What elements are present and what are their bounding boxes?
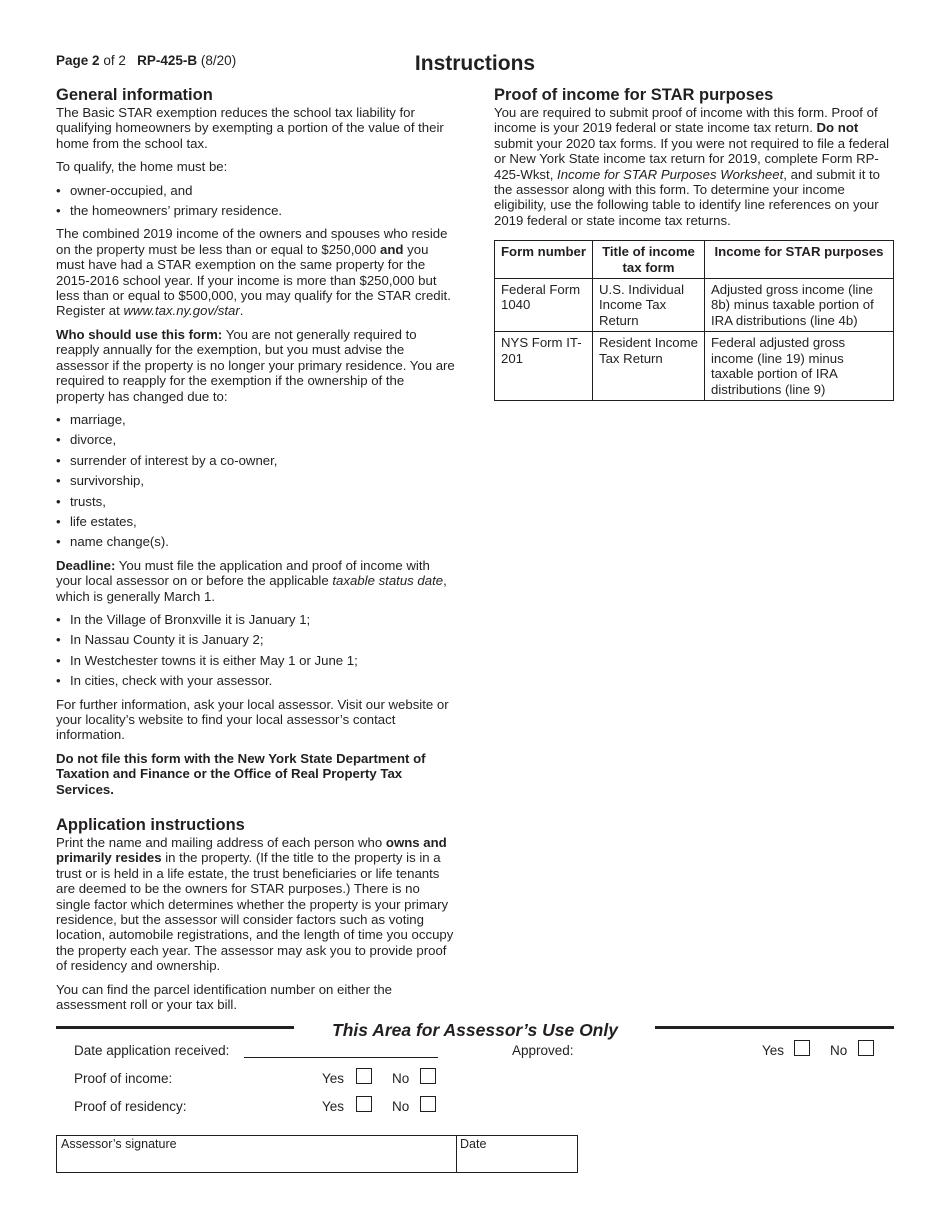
who-paragraph [56,327,456,404]
table-cell: Federal adjusted gross income (line 19) minus taxable portion of IRA distributions (line 9) [705,332,894,401]
column-header: Income for STAR purposes [705,241,894,279]
income-yes-checkbox[interactable] [356,1068,372,1084]
signature-label: Assessor’s signature [61,1137,177,1151]
approved-yes-checkbox[interactable] [794,1040,810,1056]
text-run: You must file the application and proof of income with your local assessor on or before the applicable [56,557,430,589]
application-heading: Application instructions [56,816,245,835]
text-run-bold: Deadline: [56,557,116,573]
date-received-field[interactable] [244,1057,438,1058]
proof-residency-label: Proof of residency: [74,1099,187,1114]
residency-yes-label: Yes [322,1099,345,1114]
text-run: , which is generally March 1. [56,573,447,604]
text-run-italic: Income for STAR Purposes Worksheet [557,166,784,182]
approved-no-checkbox[interactable] [858,1040,874,1056]
table-cell: NYS Form IT-201 [495,332,593,401]
table-header-row [495,241,894,279]
text-run: You are required to submit proof of income with this form. Proof of income is your 2019 federal or state income tax return. [494,105,878,136]
column-header: Title of income tax form [593,241,705,279]
list-item: • survivorship, [56,473,456,488]
income-yes-label: Yes [322,1071,345,1086]
text-run: Print the name and mailing address of each person who [56,835,386,851]
income-paragraph [56,226,456,318]
signature-date-label: Date [460,1137,487,1151]
do-not-file-notice: Do not file this form with the New York State Department of Taxation and Finance or the Office of Real Property Tax Services. [56,750,426,797]
general-intro: The Basic STAR exemption reduces the school tax liability for qualifying homeowners by exempting a portion of the value of their home from the school tax. [56,105,444,151]
proof-income-label: Proof of income: [74,1071,173,1086]
proof-heading: Proof of income for STAR purposes [494,86,774,104]
column-header: Form number [495,241,593,279]
list-item: • In the Village of Bronxville it is January 1; [56,612,456,627]
list-item: • owner-occupied, and [56,183,456,198]
qualify-intro: To qualify, the home must be: [56,159,228,175]
left-column [56,85,456,1021]
text-run: in the property. (If the title to the property is in a trust or is held in a life estate, the trust beneficiaries or life tenants are deemed to be the owners for STAR purposes.) There is no single factor which determines whether the property is your primary residence, but the assessor will consider factors such as voting location, automobile registrations, and the length of time you occupy the property each year. The assessor may ask you to provide proof of residency and ownership. [56,850,454,974]
qualify-list [56,183,456,219]
text-run-italic: taxable status date [332,573,444,589]
residency-yes-checkbox[interactable] [356,1096,372,1112]
text-run: . [239,303,244,319]
text-run: You are not generally required to reapply annually for the exemption, but you must advise the assessor if the property is no longer your primary residence. You are required to reapply for the exemption if the ownership of the property has changed due to: [56,326,455,404]
general-heading: General information [56,86,213,104]
list-item: • In cities, check with your assessor. [56,673,456,688]
deadline-paragraph [56,558,456,604]
right-column [494,85,894,401]
table-row [495,279,894,332]
date-received-label: Date application received: [74,1043,230,1058]
table-row [495,332,894,401]
form-id: RP-425-B [137,53,198,68]
table-cell: Resident Income Tax Return [593,332,705,401]
list-item: • marriage, [56,412,456,427]
assessor-rule-right [655,1026,894,1029]
page-number: 2 [92,53,100,68]
list-item: • In Westchester towns it is either May 1 or June 1; [56,653,456,668]
approved-label: Approved: [512,1043,574,1058]
table-cell: Adjusted gross income (line 8b) minus taxable portion of IRA distributions (line 4b) [705,279,894,332]
list-item: • divorce, [56,432,456,447]
text-run: , and submit it to the assessor along with this form. To determine your income eligibility, use the following table to identify line references on your 2019 federal or state income tax returns. [494,166,881,228]
text-run-bold: owns and primarily resides [56,835,447,866]
table-cell: Federal Form 1040 [495,279,593,332]
page-of: of 2 [103,53,126,68]
text-run: you must have had a STAR exemption on the same property for the 2015-2016 school year. If your income is more than $250,000 but less than or equal to $500,000, you may qualify for the STAR credit. Register at [56,241,451,319]
page-label: Page [56,53,89,68]
application-paragraph [56,835,456,974]
deadline-list [56,612,456,689]
residency-no-checkbox[interactable] [420,1096,436,1112]
income-table [494,240,894,401]
form-revision: (8/20) [200,53,237,68]
list-item: • In Nassau County it is January 2; [56,632,456,647]
website-link[interactable]: www.tax.ny.gov/star [123,303,240,319]
text-run: The combined 2019 income of the owners and spouses who reside on the property must be less than or equal to $250,000 [56,226,448,257]
assessor-area-title: This Area for Assessor’s Use Only [332,1020,618,1040]
text-run-bold: and [380,241,404,257]
text-run-bold: Do not [816,120,859,136]
income-no-checkbox[interactable] [420,1068,436,1084]
text-run-bold: Who should use this form: [56,326,223,342]
text-run: submit your 2020 tax forms. If you were not required to file a federal or New York State income tax return for 2019, complete Form RP-425-Wkst, [494,135,890,182]
further-info: For further information, ask your local assessor. Visit our website or your locality’s website to find your local assessor’s contact information. [56,696,449,743]
list-item: • name change(s). [56,534,456,549]
table-cell: U.S. Individual Income Tax Return [593,279,705,332]
list-item: • the homeowners’ primary residence. [56,203,456,218]
approved-no-label: No [830,1043,848,1058]
proof-paragraph [494,105,894,228]
page-title: Instructions [414,52,536,75]
list-item: • life estates, [56,514,456,529]
assessor-rule-left [56,1026,294,1029]
residency-no-label: No [392,1099,410,1114]
approved-yes-label: Yes [762,1043,785,1058]
signature-divider [456,1135,457,1173]
list-item: • surrender of interest by a co-owner, [56,453,456,468]
list-item: • trusts, [56,494,456,509]
parcel-paragraph: You can find the parcel identification number on either the assessment roll or your tax bill. [56,981,393,1013]
income-no-label: No [392,1071,410,1086]
change-list [56,412,456,550]
